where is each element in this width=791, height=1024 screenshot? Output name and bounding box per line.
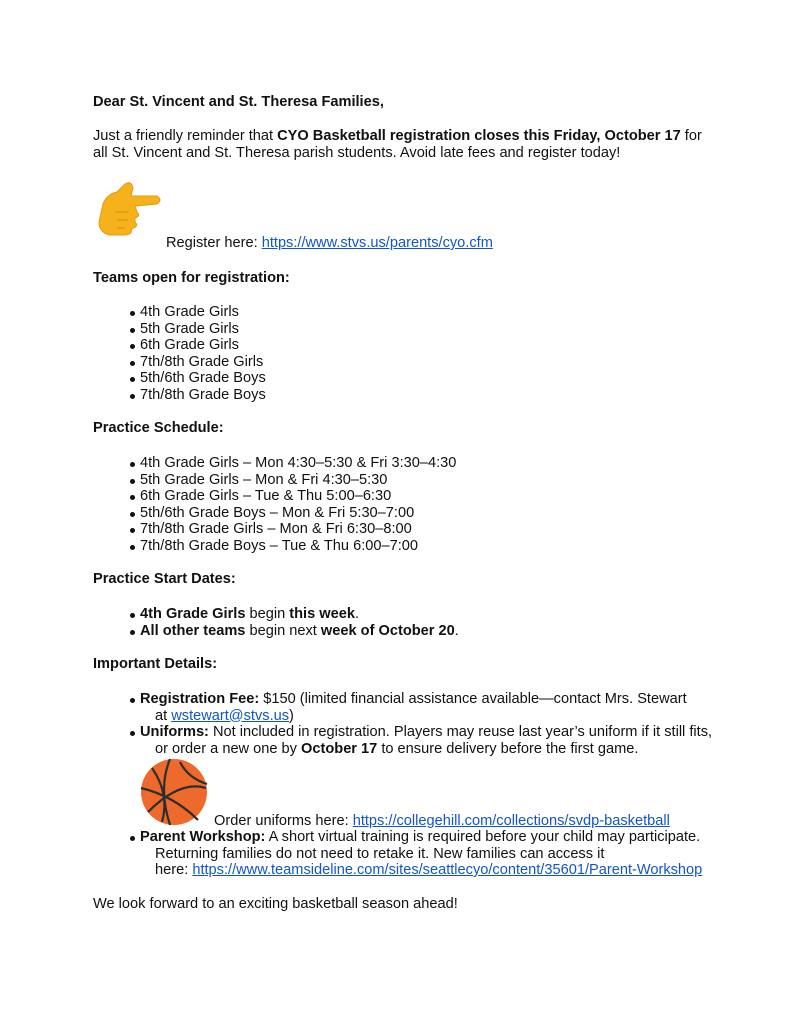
schedule-heading: Practice Schedule: — [93, 420, 224, 436]
list-item-uniforms: Uniforms: Not included in registration. Players may reuse last year’s uniform if it still fits, or order a new one by October 17 to ensure delivery before the first game. Order uniforms here: https://collegehill.com/collections/svdp-basketball — [130, 724, 712, 829]
list-item: 7th/8th Grade Girls – Mon & Fri 6:30–8:00 — [130, 521, 456, 538]
register-link[interactable]: https://www.stvs.us/parents/cyo.cfm — [261, 235, 493, 251]
schedule-list — [130, 455, 456, 554]
list-item-fee: Registration Fee: $150 (limited financial assistance available—contact Mrs. Stewart at wstewart@stvs.us) — [130, 691, 712, 724]
list-item: 5th/6th Grade Boys — [130, 370, 266, 387]
list-item: 5th Grade Girls – Mon & Fri 4:30–5:30 — [130, 472, 456, 489]
list-item: 5th/6th Grade Boys – Mon & Fri 5:30–7:00 — [130, 505, 456, 522]
list-item-workshop: Parent Workshop: A short virtual training is required before your child may participate. Returning families do not need to retake it. New families can access it here: https://www.teamsideline.com/sites/seattlecyo/content/35601/Parent-Workshop — [130, 829, 712, 879]
basketball-icon — [140, 758, 208, 826]
list-item: 4th Grade Girls begin this week. — [130, 606, 459, 623]
list-item: 4th Grade Girls – Mon 4:30–5:30 & Fri 3:30–4:30 — [130, 455, 456, 472]
list-item: 4th Grade Girls — [130, 304, 266, 321]
list-item: 7th/8th Grade Boys – Tue & Thu 6:00–7:00 — [130, 538, 456, 555]
list-item: 7th/8th Grade Boys — [130, 387, 266, 404]
greeting: Dear St. Vincent and St. Theresa Families, — [93, 94, 384, 110]
start-dates-list — [130, 606, 459, 639]
teams-list — [130, 304, 266, 403]
details-list — [130, 691, 712, 879]
closing-line: We look forward to an exciting basketball season ahead! — [93, 896, 458, 912]
register-line: Register here: https://www.stvs.us/parents/cyo.cfm — [166, 235, 493, 251]
teams-heading: Teams open for registration: — [93, 270, 290, 286]
list-item: All other teams begin next week of October 20. — [130, 623, 459, 640]
list-item: 6th Grade Girls – Tue & Thu 5:00–6:30 — [130, 488, 456, 505]
workshop-link[interactable]: https://www.teamsideline.com/sites/seattlecyo/content/35601/Parent-Workshop — [192, 862, 703, 878]
uniforms-link[interactable]: https://collegehill.com/collections/svdp-basketball — [352, 813, 670, 829]
details-heading: Important Details: — [93, 656, 218, 672]
email-link[interactable]: wstewart@stvs.us — [171, 707, 290, 724]
intro-paragraph: Just a friendly reminder that CYO Basketball registration closes this Friday, October 17 for all St. Vincent and St. Theresa parish students. Avoid late fees and register today! — [93, 128, 702, 161]
pointing-hand-icon — [95, 182, 163, 236]
start-dates-heading: Practice Start Dates: — [93, 571, 236, 587]
list-item: 5th Grade Girls — [130, 321, 266, 338]
list-item: 7th/8th Grade Girls — [130, 354, 266, 371]
list-item: 6th Grade Girls — [130, 337, 266, 354]
